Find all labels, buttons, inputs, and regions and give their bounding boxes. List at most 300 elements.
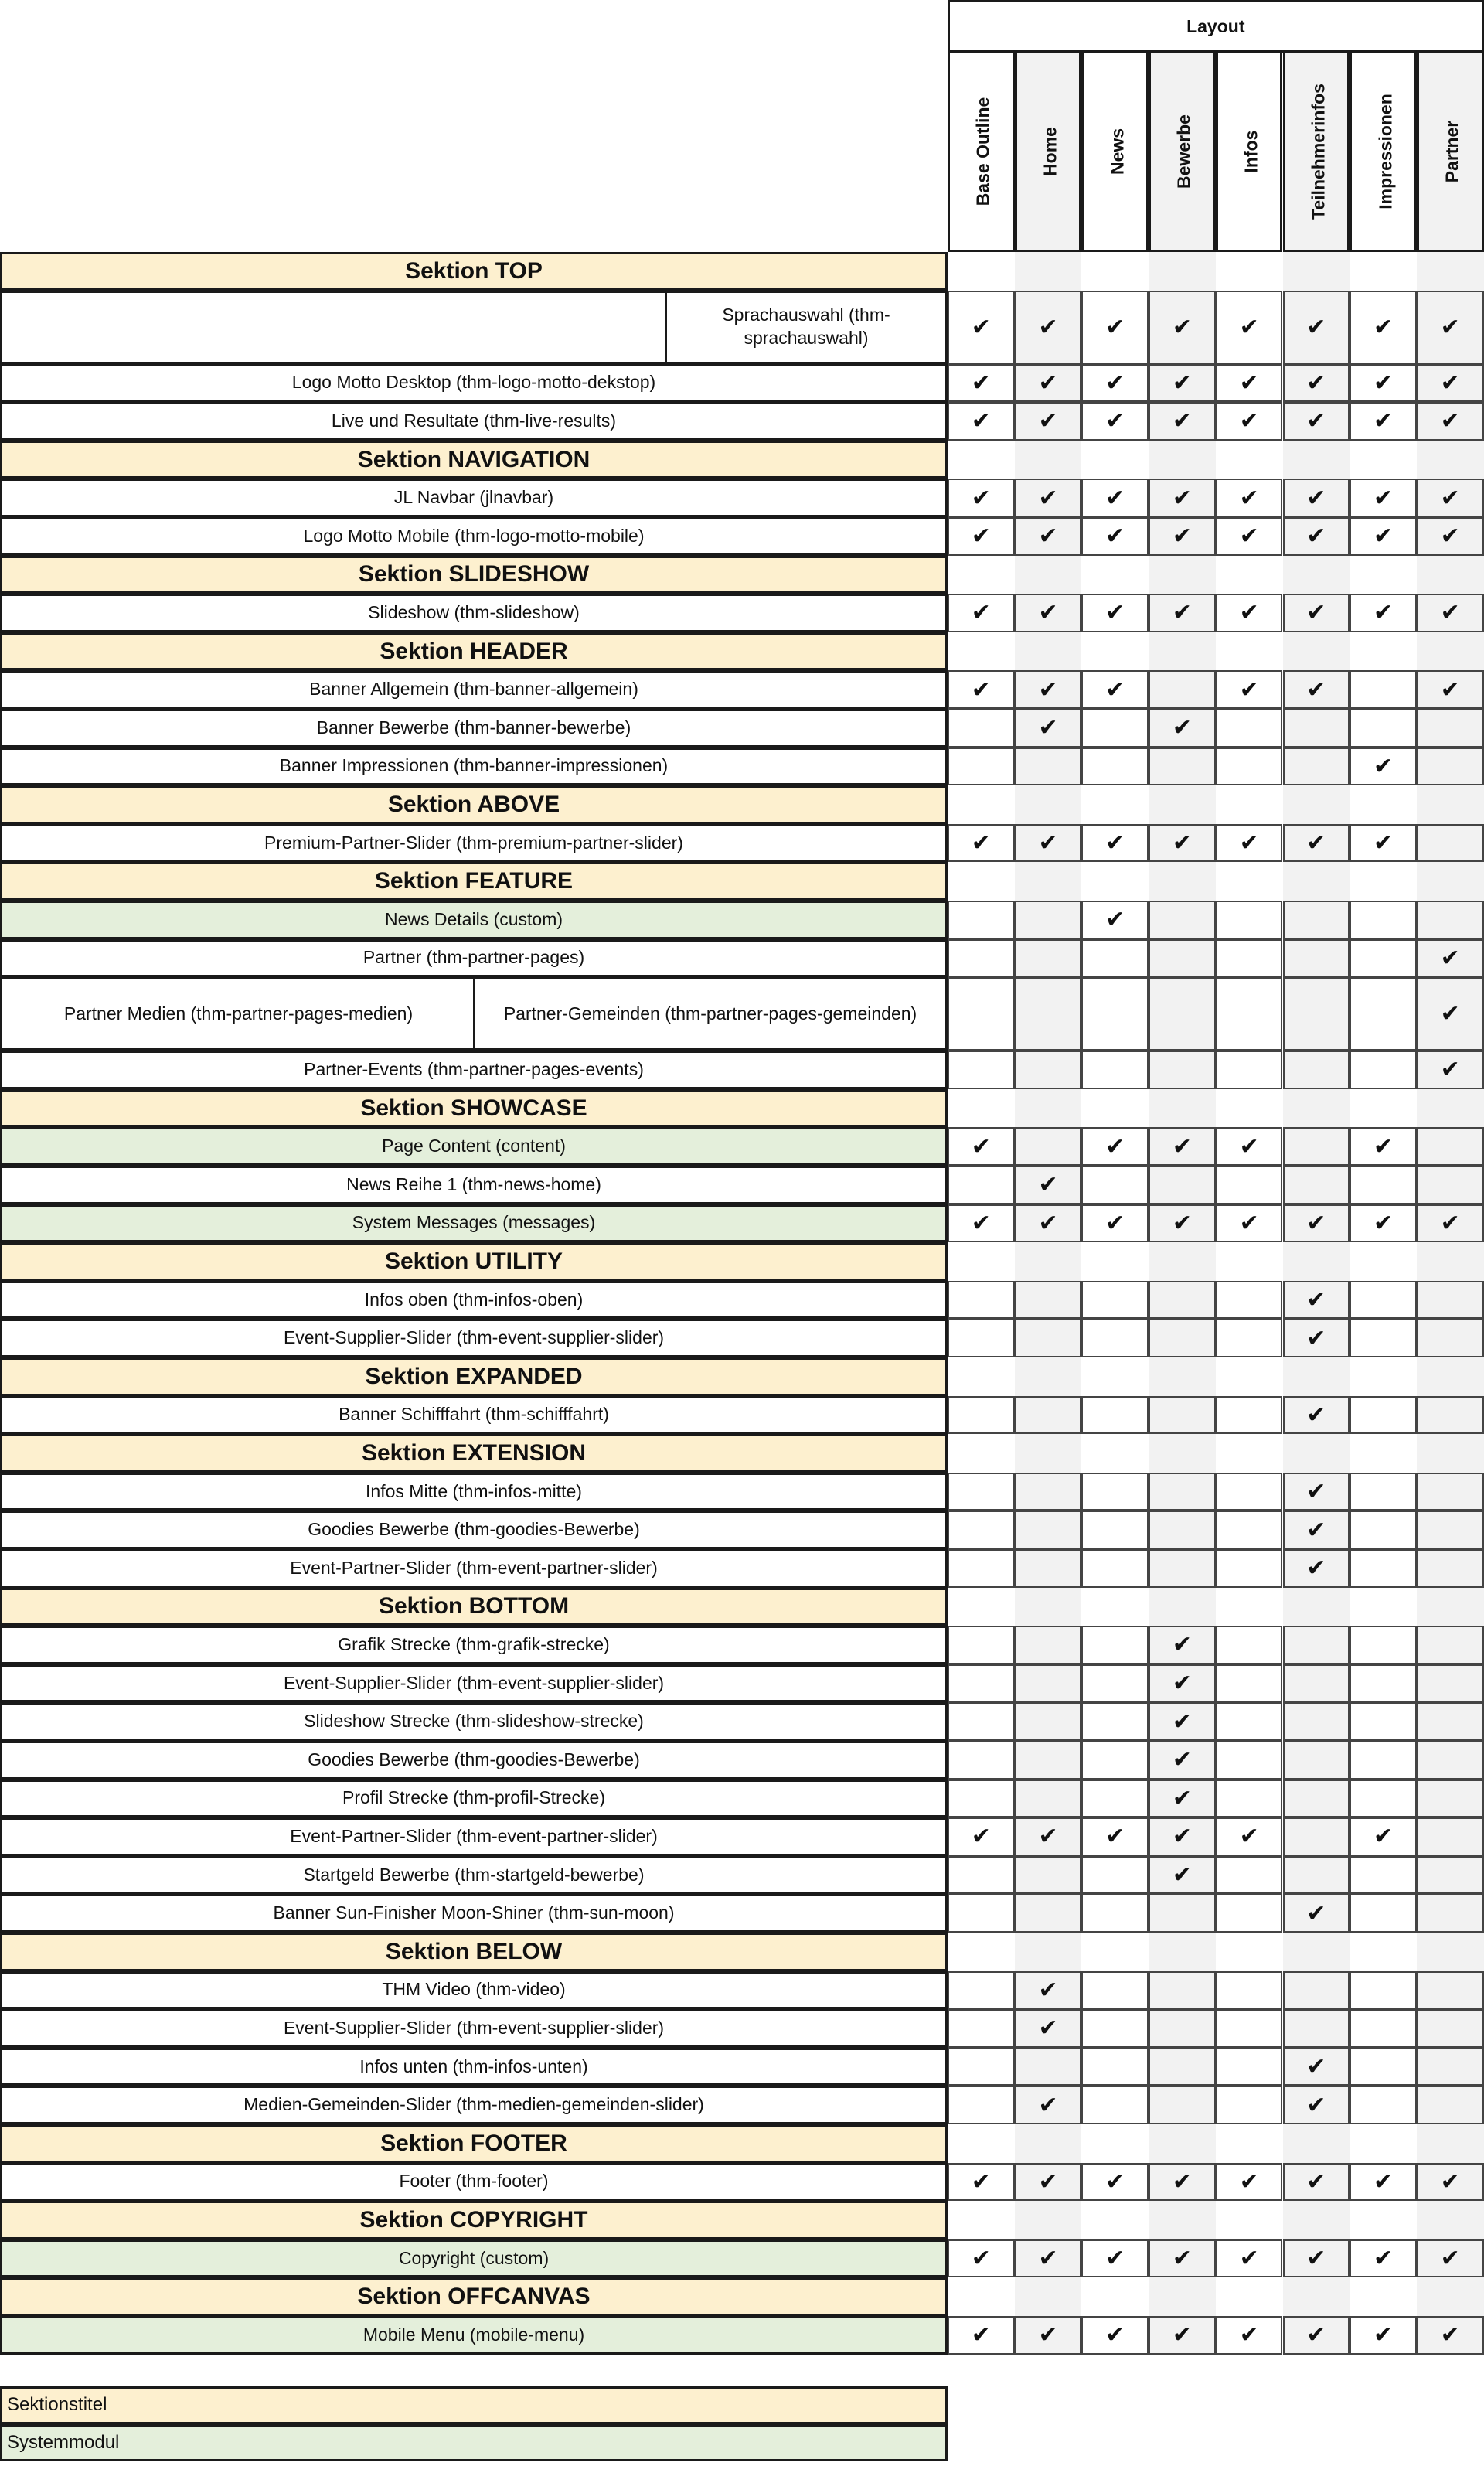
check-cell [1081,1511,1149,1549]
module-label: Banner Schifffahrt (thm-schifffahrt) [0,1396,948,1435]
check-mark-icon: ✔ [1306,2054,1326,2080]
section-title: Sektion SHOWCASE [0,1089,948,1128]
check-mark-icon: ✔ [1172,715,1192,741]
section-grid-cell [1081,2277,1149,2316]
check-cell [1350,709,1417,748]
check-cell [1081,594,1149,632]
check-cell [1417,2086,1484,2124]
check-mark-icon: ✔ [1239,1210,1259,1236]
check-mark-icon: ✔ [1306,485,1326,511]
check-cell [1015,1166,1082,1204]
check-cell [1015,1664,1082,1703]
check-mark-icon: ✔ [1172,523,1192,550]
check-cell [1149,1741,1216,1780]
module-label: Slideshow Strecke (thm-slideshow-strecke) [0,1702,948,1741]
check-cell [1081,1856,1149,1895]
check-mark-icon: ✔ [1172,370,1192,396]
section-grid-cell [948,632,1015,671]
check-cell [1417,939,1484,978]
section-grid-cell [1216,441,1283,479]
section-grid-cell [1417,632,1484,671]
check-cell [1081,479,1149,517]
section-grid-cell [1417,862,1484,901]
check-cell [1081,1051,1149,1089]
check-mark-icon: ✔ [1172,1747,1192,1773]
check-cell [948,479,1015,517]
check-mark-icon: ✔ [1172,408,1192,434]
check-cell [1149,517,1216,556]
check-mark-icon: ✔ [1038,830,1058,857]
section-grid-cell [948,1588,1015,1626]
check-cell [948,2239,1015,2278]
column-header-infos: Infos [1241,130,1261,172]
check-cell [948,1511,1015,1549]
section-grid-cell [1417,252,1484,291]
check-cell [1417,364,1484,403]
check-mark-icon: ✔ [1306,1517,1326,1543]
section-grid-cell [948,556,1015,594]
check-mark-icon: ✔ [1172,2246,1192,2272]
module-label: News Reihe 1 (thm-news-home) [0,1166,948,1204]
check-cell [1081,1971,1149,2010]
check-mark-icon: ✔ [971,485,991,511]
check-cell [1216,1741,1283,1780]
section-grid-cell [1417,2277,1484,2316]
section-title: Sektion OFFCANVAS [0,2277,948,2316]
check-cell [1081,709,1149,748]
section-title: Sektion FOOTER [0,2124,948,2163]
section-grid-cell [1216,785,1283,824]
check-mark-icon: ✔ [971,408,991,434]
check-mark-icon: ✔ [1373,523,1394,550]
check-cell [1283,1702,1350,1741]
check-mark-icon: ✔ [1172,1708,1192,1735]
module-label: Event-Supplier-Slider (thm-event-supplier-slider) [0,1664,948,1703]
check-mark-icon: ✔ [1105,408,1125,434]
check-cell [948,824,1015,863]
module-label: Sprachauswahl (thm-sprachauswahl) [665,291,948,364]
check-cell [1283,364,1350,403]
section-grid-cell [1081,441,1149,479]
check-cell [1149,901,1216,939]
section-grid-cell [1015,2277,1082,2316]
check-cell [1350,977,1417,1051]
section-grid-cell [948,1242,1015,1281]
check-cell [948,2048,1015,2086]
section-grid-cell [1081,785,1149,824]
section-title: Sektion EXPANDED [0,1357,948,1396]
section-grid-cell [1015,632,1082,671]
check-cell [1081,2086,1149,2124]
check-cell [1350,517,1417,556]
section-grid-cell [1149,556,1216,594]
section-grid-cell [1216,1242,1283,1281]
section-grid-cell [1417,1434,1484,1473]
check-cell [948,1971,1015,2010]
section-grid-cell [1015,1434,1082,1473]
check-cell [1081,2009,1149,2048]
check-cell [1350,402,1417,441]
check-cell [1283,2163,1350,2202]
check-cell [1081,1664,1149,1703]
section-grid-cell [1015,2124,1082,2163]
check-cell [1417,1741,1484,1780]
check-cell [1081,1549,1149,1588]
section-grid-cell [1081,2124,1149,2163]
check-cell [1216,709,1283,748]
check-cell [1149,670,1216,709]
check-cell [948,1549,1015,1588]
module-label: Infos Mitte (thm-infos-mitte) [0,1473,948,1511]
check-cell [1350,1817,1417,1856]
check-cell [1417,1971,1484,2010]
check-mark-icon: ✔ [1373,2322,1394,2348]
check-mark-icon: ✔ [1105,2322,1125,2348]
section-grid-cell [1149,2201,1216,2239]
section-grid-cell [1283,556,1350,594]
section-grid-cell [1350,1357,1417,1396]
check-cell [1417,1127,1484,1166]
check-cell [1015,1626,1082,1664]
check-cell [1216,1549,1283,1588]
check-cell [1216,2163,1283,2202]
section-grid-cell [1283,441,1350,479]
section-grid-cell [1149,2277,1216,2316]
section-grid-cell [1216,556,1283,594]
section-title: Sektion TOP [0,252,948,291]
check-mark-icon: ✔ [1306,600,1326,626]
check-cell [1149,291,1216,364]
module-label: Banner Impressionen (thm-banner-impressionen) [0,748,948,786]
check-mark-icon: ✔ [1239,2322,1259,2348]
check-mark-icon: ✔ [1373,600,1394,626]
check-cell [1081,517,1149,556]
module-label: Medien-Gemeinden-Slider (thm-medien-gemeinden-slider) [0,2086,948,2124]
section-grid-cell [1283,2124,1350,2163]
check-cell [1283,1281,1350,1320]
check-mark-icon: ✔ [1172,1671,1192,1697]
check-cell [1081,2163,1149,2202]
check-cell [1283,1051,1350,1089]
check-cell [1216,1780,1283,1818]
check-cell [948,2163,1015,2202]
check-cell [1283,1780,1350,1818]
check-cell [1081,1894,1149,1933]
check-mark-icon: ✔ [1440,1210,1460,1236]
check-cell [1216,594,1283,632]
module-label: Partner-Gemeinden (thm-partner-pages-gemeinden) [473,977,948,1051]
check-mark-icon: ✔ [1105,1133,1125,1160]
check-mark-icon: ✔ [1038,676,1058,703]
check-cell [1081,1741,1149,1780]
section-grid-cell [1216,1434,1283,1473]
check-cell [1417,2048,1484,2086]
section-grid-cell [1283,862,1350,901]
section-grid-cell [948,1434,1015,1473]
check-mark-icon: ✔ [1105,314,1125,340]
module-label: Event-Supplier-Slider (thm-event-supplier-slider) [0,1319,948,1357]
check-cell [948,1741,1015,1780]
section-grid-cell [1015,441,1082,479]
check-cell [1283,1856,1350,1895]
check-cell [948,1319,1015,1357]
section-grid-cell [948,2124,1015,2163]
module-label: Partner Medien (thm-partner-pages-medien) [0,977,475,1051]
check-cell [1015,748,1082,786]
check-cell [1417,1511,1484,1549]
check-cell [1081,824,1149,863]
module-label: Infos unten (thm-infos-unten) [0,2048,948,2086]
check-cell [1015,939,1082,978]
check-mark-icon: ✔ [1239,370,1259,396]
check-cell [1417,1626,1484,1664]
section-grid-cell [1216,1357,1283,1396]
check-mark-icon: ✔ [1373,830,1394,857]
check-cell [1283,1396,1350,1435]
section-grid-cell [948,252,1015,291]
section-grid-cell [1417,1588,1484,1626]
section-grid-cell [1283,252,1350,291]
check-cell [1015,1971,1082,2010]
check-cell [948,1856,1015,1895]
check-cell [1015,2048,1082,2086]
check-cell [948,748,1015,786]
check-cell [1283,402,1350,441]
section-grid-cell [1417,785,1484,824]
column-header-teilnehmerinfos: Teilnehmerinfos [1308,83,1329,220]
check-cell [1149,1626,1216,1664]
module-label: Footer (thm-footer) [0,2163,948,2202]
check-cell [1015,2239,1082,2278]
check-cell [1350,2316,1417,2355]
check-mark-icon: ✔ [1172,1785,1192,1811]
check-cell [1216,1894,1283,1933]
check-mark-icon: ✔ [1373,370,1394,396]
check-cell [1015,1051,1082,1089]
check-mark-icon: ✔ [1373,2168,1394,2195]
check-cell [1149,1281,1216,1320]
check-cell [1417,1549,1484,1588]
check-mark-icon: ✔ [1105,523,1125,550]
section-grid-cell [1417,556,1484,594]
check-cell [1350,901,1417,939]
module-label: Infos oben (thm-infos-oben) [0,1281,948,1320]
section-grid-cell [1015,1089,1082,1128]
check-cell [1417,402,1484,441]
system-module-label: Page Content (content) [0,1127,948,1166]
section-grid-cell [1283,2201,1350,2239]
check-cell [948,1127,1015,1166]
check-cell [1015,2316,1082,2355]
check-cell [1149,364,1216,403]
section-grid-cell [1149,632,1216,671]
check-cell [1216,1626,1283,1664]
section-title: Sektion UTILITY [0,1242,948,1281]
check-mark-icon: ✔ [1239,314,1259,340]
check-cell [1417,977,1484,1051]
section-grid-cell [1417,1089,1484,1128]
module-label: Partner-Events (thm-partner-pages-events) [0,1051,948,1089]
check-cell [1350,1894,1417,1933]
check-cell [1350,594,1417,632]
section-grid-cell [1149,2124,1216,2163]
check-cell [1417,1894,1484,1933]
check-mark-icon: ✔ [1306,314,1326,340]
section-grid-cell [1015,1242,1082,1281]
check-cell [1417,1396,1484,1435]
section-grid-cell [1015,862,1082,901]
check-cell [1350,1166,1417,1204]
check-cell [1283,709,1350,748]
section-title: Sektion COPYRIGHT [0,2201,948,2239]
check-cell [1081,901,1149,939]
section-grid-cell [1350,441,1417,479]
section-grid-cell [948,2277,1015,2316]
check-cell [1350,1473,1417,1511]
check-cell [1417,1780,1484,1818]
check-cell [1283,939,1350,978]
check-mark-icon: ✔ [1306,830,1326,857]
check-cell [1216,517,1283,556]
check-cell [1149,2163,1216,2202]
check-mark-icon: ✔ [971,600,991,626]
check-cell [1350,1664,1417,1703]
check-cell [948,364,1015,403]
check-cell [1350,748,1417,786]
check-cell [1283,1511,1350,1549]
check-cell [1081,1473,1149,1511]
section-grid-cell [1081,1933,1149,1971]
check-mark-icon: ✔ [1306,1287,1326,1313]
check-mark-icon: ✔ [1373,753,1394,779]
check-mark-icon: ✔ [1038,1824,1058,1850]
section-grid-cell [1081,252,1149,291]
check-cell [1149,1664,1216,1703]
check-cell [948,594,1015,632]
check-cell [1015,1894,1082,1933]
check-mark-icon: ✔ [1306,1325,1326,1351]
check-cell [1216,1702,1283,1741]
check-cell [1015,364,1082,403]
check-cell [1081,1626,1149,1664]
check-cell [1015,1856,1082,1895]
check-cell [1149,1894,1216,1933]
check-mark-icon: ✔ [971,370,991,396]
check-cell [1283,1204,1350,1243]
check-mark-icon: ✔ [971,1133,991,1160]
section-title: Sektion FEATURE [0,862,948,901]
section-grid-cell [1015,785,1082,824]
section-title: Sektion SLIDESHOW [0,556,948,594]
check-cell [1417,2009,1484,2048]
module-label: JL Navbar (jlnavbar) [0,479,948,517]
check-cell [1216,670,1283,709]
check-cell [1015,1511,1082,1549]
check-mark-icon: ✔ [1373,1133,1394,1160]
check-mark-icon: ✔ [1038,1172,1058,1198]
check-cell [1081,1780,1149,1818]
check-cell [1216,1051,1283,1089]
check-mark-icon: ✔ [971,2322,991,2348]
section-grid-cell [1216,1933,1283,1971]
check-mark-icon: ✔ [1038,600,1058,626]
check-cell [1417,479,1484,517]
section-grid-cell [1350,252,1417,291]
check-cell [1417,748,1484,786]
check-cell [1149,594,1216,632]
section-grid-cell [1149,252,1216,291]
check-cell [1350,2009,1417,2048]
check-cell [1015,1281,1082,1320]
check-cell [1216,1511,1283,1549]
check-cell [948,1894,1015,1933]
check-cell [1283,748,1350,786]
check-mark-icon: ✔ [1440,676,1460,703]
check-mark-icon: ✔ [1440,1057,1460,1083]
check-cell [1216,479,1283,517]
check-cell [1081,939,1149,978]
section-grid-cell [1081,1588,1149,1626]
section-grid-cell [1283,1242,1350,1281]
check-mark-icon: ✔ [1306,370,1326,396]
check-mark-icon: ✔ [1105,1824,1125,1850]
section-grid-cell [1149,1357,1216,1396]
check-cell [1149,1511,1216,1549]
check-mark-icon: ✔ [1306,2246,1326,2272]
check-cell [1350,1780,1417,1818]
empty-label-cell [0,291,666,364]
check-cell [1149,1204,1216,1243]
check-mark-icon: ✔ [1239,485,1259,511]
check-cell [1081,291,1149,364]
check-cell [1015,402,1082,441]
section-grid-cell [1216,862,1283,901]
check-cell [1216,1319,1283,1357]
section-grid-cell [1081,1434,1149,1473]
check-cell [1417,901,1484,939]
check-cell [1149,2239,1216,2278]
check-mark-icon: ✔ [1172,600,1192,626]
check-mark-icon: ✔ [1038,408,1058,434]
check-cell [1015,901,1082,939]
check-cell [1417,2239,1484,2278]
check-cell [1283,977,1350,1051]
check-mark-icon: ✔ [1306,1555,1326,1582]
check-mark-icon: ✔ [971,2168,991,2195]
check-cell [1350,670,1417,709]
check-mark-icon: ✔ [971,676,991,703]
check-cell [1216,748,1283,786]
column-header-cell [1216,53,1283,252]
check-cell [1350,1971,1417,2010]
section-title: Sektion BELOW [0,1933,948,1971]
section-grid-cell [1149,785,1216,824]
check-cell [1216,1856,1283,1895]
section-grid-cell [1350,2124,1417,2163]
check-cell [1015,517,1082,556]
check-cell [1350,1626,1417,1664]
check-cell [1216,939,1283,978]
section-grid-cell [1350,1242,1417,1281]
section-grid-cell [1216,2277,1283,2316]
check-cell [948,1396,1015,1435]
check-mark-icon: ✔ [1239,2168,1259,2195]
check-cell [1216,1817,1283,1856]
check-cell [1216,901,1283,939]
check-mark-icon: ✔ [1038,314,1058,340]
check-cell [1216,2086,1283,2124]
check-cell [948,1204,1015,1243]
